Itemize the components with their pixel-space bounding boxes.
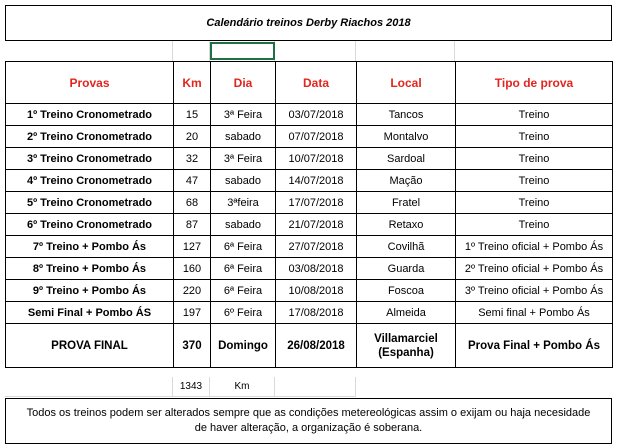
- cell-prova[interactable]: 5º Treino Cronometrado: [6, 192, 174, 214]
- cell-prova[interactable]: 1º Treino Cronometrado: [6, 104, 174, 126]
- cell-tipo[interactable]: 3º Treino oficial + Pombo Ás: [456, 280, 613, 302]
- cell-data[interactable]: 17/07/2018: [276, 192, 357, 214]
- table-header-row: [6, 62, 613, 104]
- cell-data[interactable]: 03/07/2018: [276, 104, 357, 126]
- cell-local[interactable]: Guarda: [357, 258, 456, 280]
- table-row: [6, 192, 613, 214]
- cell-prova[interactable]: Semi Final + Pombo ÁS: [6, 302, 174, 324]
- cell-dia[interactable]: sabado: [211, 170, 276, 192]
- cell-data-final[interactable]: 26/08/2018: [276, 324, 357, 368]
- cell-data[interactable]: 27/07/2018: [276, 236, 357, 258]
- cell-km[interactable]: 197: [174, 302, 211, 324]
- cell-dia[interactable]: 6ª Feira: [211, 280, 276, 302]
- km-unit-cell[interactable]: Km: [210, 377, 275, 397]
- empty-cell[interactable]: [275, 41, 356, 61]
- cell-km[interactable]: 15: [174, 104, 211, 126]
- local-final-line1: Villamarciel: [374, 332, 438, 345]
- cell-dia[interactable]: 3ª Feira: [211, 104, 276, 126]
- final-row: [6, 324, 613, 368]
- cell-prova[interactable]: 8º Treino + Pombo Ás: [6, 258, 174, 280]
- selected-cell-outline[interactable]: [210, 42, 275, 60]
- header-local[interactable]: Local: [357, 62, 456, 104]
- cell-dia[interactable]: sabado: [211, 214, 276, 236]
- empty-cell[interactable]: [5, 41, 173, 61]
- schedule-table: [5, 61, 613, 368]
- cell-km[interactable]: 160: [174, 258, 211, 280]
- cell-km[interactable]: 47: [174, 170, 211, 192]
- table-row: [6, 170, 613, 192]
- table-row: [6, 148, 613, 170]
- cell-prova[interactable]: 2º Treino Cronometrado: [6, 126, 174, 148]
- local-final-line2: (Espanha): [378, 346, 434, 359]
- cell-dia[interactable]: 6ª Feira: [211, 258, 276, 280]
- cell-prova[interactable]: 4º Treino Cronometrado: [6, 170, 174, 192]
- cell-prova[interactable]: 3º Treino Cronometrado: [6, 148, 174, 170]
- table-row: [6, 258, 613, 280]
- cell-data[interactable]: 07/07/2018: [276, 126, 357, 148]
- cell-local[interactable]: Montalvo: [357, 126, 456, 148]
- cell-prova-final[interactable]: PROVA FINAL: [6, 324, 174, 368]
- cell-km[interactable]: 68: [174, 192, 211, 214]
- cell-tipo[interactable]: 1º Treino oficial + Pombo Ás: [456, 236, 613, 258]
- cell-tipo-final[interactable]: Prova Final + Pombo Ás: [456, 324, 613, 368]
- header-provas[interactable]: Provas: [6, 62, 174, 104]
- cell-dia[interactable]: 3ªfeira: [211, 192, 276, 214]
- table-row: [6, 236, 613, 258]
- cell-dia[interactable]: 6ª Feira: [211, 236, 276, 258]
- table-row: [6, 214, 613, 236]
- calendar-title-text: Calendário treinos Derby Riachos 2018: [206, 17, 411, 29]
- cell-local[interactable]: Almeida: [357, 302, 456, 324]
- cell-prova[interactable]: 6º Treino Cronometrado: [6, 214, 174, 236]
- cell-tipo[interactable]: Treino: [456, 214, 613, 236]
- header-data[interactable]: Data: [276, 62, 357, 104]
- calendar-title: [5, 5, 612, 41]
- footer-note-text: Todos os treinos podem ser alterados sempre que as condições metereológicas assim o exijam ou haja necesidade de haver alteração, a organização é soberana.: [26, 407, 591, 434]
- cell-data[interactable]: 21/07/2018: [276, 214, 357, 236]
- header-km[interactable]: Km: [174, 62, 211, 104]
- cell-km[interactable]: 127: [174, 236, 211, 258]
- table-row: [6, 104, 613, 126]
- footer-note: [5, 398, 612, 444]
- cell-local[interactable]: Sardoal: [357, 148, 456, 170]
- km-total-cell[interactable]: 1343: [173, 377, 210, 397]
- cell-local[interactable]: Retaxo: [357, 214, 456, 236]
- empty-cell[interactable]: [5, 377, 173, 397]
- cell-tipo[interactable]: Treino: [456, 170, 613, 192]
- table-row: [6, 302, 613, 324]
- cell-local[interactable]: Mação: [357, 170, 456, 192]
- cell-tipo[interactable]: 2º Treino oficial + Pombo Ás: [456, 258, 613, 280]
- cell-dia-final[interactable]: Domingo: [211, 324, 276, 368]
- cell-tipo[interactable]: Treino: [456, 126, 613, 148]
- cell-tipo[interactable]: Semi final + Pombo Ás: [456, 302, 613, 324]
- cell-local[interactable]: Tancos: [357, 104, 456, 126]
- header-dia[interactable]: Dia: [211, 62, 276, 104]
- cell-tipo[interactable]: Treino: [456, 148, 613, 170]
- cell-km[interactable]: 32: [174, 148, 211, 170]
- cell-km[interactable]: 87: [174, 214, 211, 236]
- cell-km[interactable]: 220: [174, 280, 211, 302]
- cell-km[interactable]: 20: [174, 126, 211, 148]
- empty-spreadsheet-row: [5, 41, 612, 61]
- cell-local[interactable]: Covilhã: [357, 236, 456, 258]
- cell-km-final[interactable]: 370: [174, 324, 211, 368]
- empty-cell[interactable]: [356, 41, 455, 61]
- cell-local[interactable]: Foscoa: [357, 280, 456, 302]
- table-row: [6, 126, 613, 148]
- cell-local-final[interactable]: [357, 324, 456, 368]
- cell-dia[interactable]: sabado: [211, 126, 276, 148]
- empty-cell[interactable]: [275, 377, 356, 397]
- table-row: [6, 280, 613, 302]
- cell-tipo[interactable]: Treino: [456, 192, 613, 214]
- cell-data[interactable]: 03/08/2018: [276, 258, 357, 280]
- cell-prova[interactable]: 7º Treino + Pombo Ás: [6, 236, 174, 258]
- cell-data[interactable]: 14/07/2018: [276, 170, 357, 192]
- cell-dia[interactable]: 6º Feira: [211, 302, 276, 324]
- cell-data[interactable]: 10/07/2018: [276, 148, 357, 170]
- header-tipo[interactable]: Tipo de prova: [456, 62, 613, 104]
- empty-cell[interactable]: [173, 41, 210, 61]
- cell-data[interactable]: 17/08/2018: [276, 302, 357, 324]
- cell-tipo[interactable]: Treino: [456, 104, 613, 126]
- cell-dia[interactable]: 3ª Feira: [211, 148, 276, 170]
- cell-data[interactable]: 10/08/2018: [276, 280, 357, 302]
- totals-row: [5, 377, 612, 397]
- cell-prova[interactable]: 9º Treino + Pombo Ás: [6, 280, 174, 302]
- cell-local[interactable]: Fratel: [357, 192, 456, 214]
